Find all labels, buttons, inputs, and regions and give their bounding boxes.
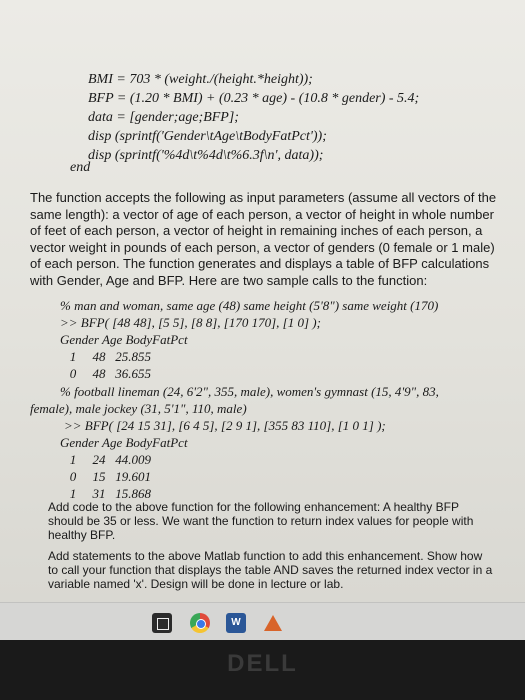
sample-call-2 — [30, 383, 500, 502]
sample-line: % football lineman (24, 6'2", 355, male), women's gymnast (15, 4'9", 83, — [60, 384, 439, 399]
taskbar — [0, 602, 525, 641]
code-end-keyword: end — [70, 160, 91, 175]
sample-line: >> BFP( [24 15 31], [6 4 5], [2 9 1], [355 83 110], [1 0 1] ); — [64, 418, 386, 433]
sample-line: % man and woman, same age (48) same height (5'8") same weight (170) — [60, 298, 439, 313]
matlab-icon[interactable] — [262, 613, 282, 633]
sample-line: Gender Age BodyFatPct — [60, 435, 188, 450]
code-line: BFP = (1.20 * BMI) + (0.23 * age) - (10.8 * gender) - 5.4; — [88, 91, 420, 106]
enhancement-section — [48, 500, 493, 598]
enhancement-paragraph: Add statements to the above Matlab function to add this enhancement. Show how to call your function that displays the table AND saves the returned index vector in a variable named 'x'. Design will be done in lecture or lab. — [48, 549, 493, 591]
chrome-icon[interactable] — [190, 613, 210, 633]
sample-line: 0 15 19.601 — [60, 469, 151, 484]
sample-line: 1 48 25.855 — [60, 349, 151, 364]
code-line: disp (sprintf('Gender\tAge\tBodyFatPct')); — [88, 129, 327, 144]
sample-line: 1 31 15.868 — [60, 486, 151, 501]
task-view-icon[interactable] — [152, 613, 172, 633]
sample-line: Gender Age BodyFatPct — [60, 332, 188, 347]
sample-line: 0 48 36.655 — [60, 366, 151, 381]
dell-logo: DELL — [227, 650, 298, 677]
sample-line: female), male jockey (31, 5'1", 110, male) — [30, 401, 247, 416]
enhancement-paragraph: Add code to the above function for the following enhancement: A healthy BFP should be 35 or less. We want the function to return index values for people with healthy BFP. — [48, 500, 474, 542]
code-block — [88, 70, 419, 165]
sample-line: >> BFP( [48 48], [5 5], [8 8], [170 170], [1 0] ); — [60, 315, 321, 330]
code-line: BMI = 703 * (weight./(height.*height)); — [88, 72, 313, 87]
code-line: data = [gender;age;BFP]; — [88, 110, 239, 125]
word-icon[interactable]: W — [226, 613, 246, 633]
description-paragraph: The function accepts the following as input parameters (assume all vectors of the same length): a vector of age of each person, a vector of height in whole number of feet of each person, a vector of height in remaining inches of each person, a vector weight in pounds of each person, a vector of genders (0 female or 1 male) of each person. The function generates and displays a table of BFP calculations with Gender, Age and BFP. Here are two sample calls to the function: — [30, 190, 497, 288]
sample-call-1 — [60, 297, 438, 382]
sample-line: 1 24 44.009 — [60, 452, 151, 467]
code-line: disp (sprintf('%4d\t%4d\t%6.3f\n', data)); — [88, 148, 324, 163]
